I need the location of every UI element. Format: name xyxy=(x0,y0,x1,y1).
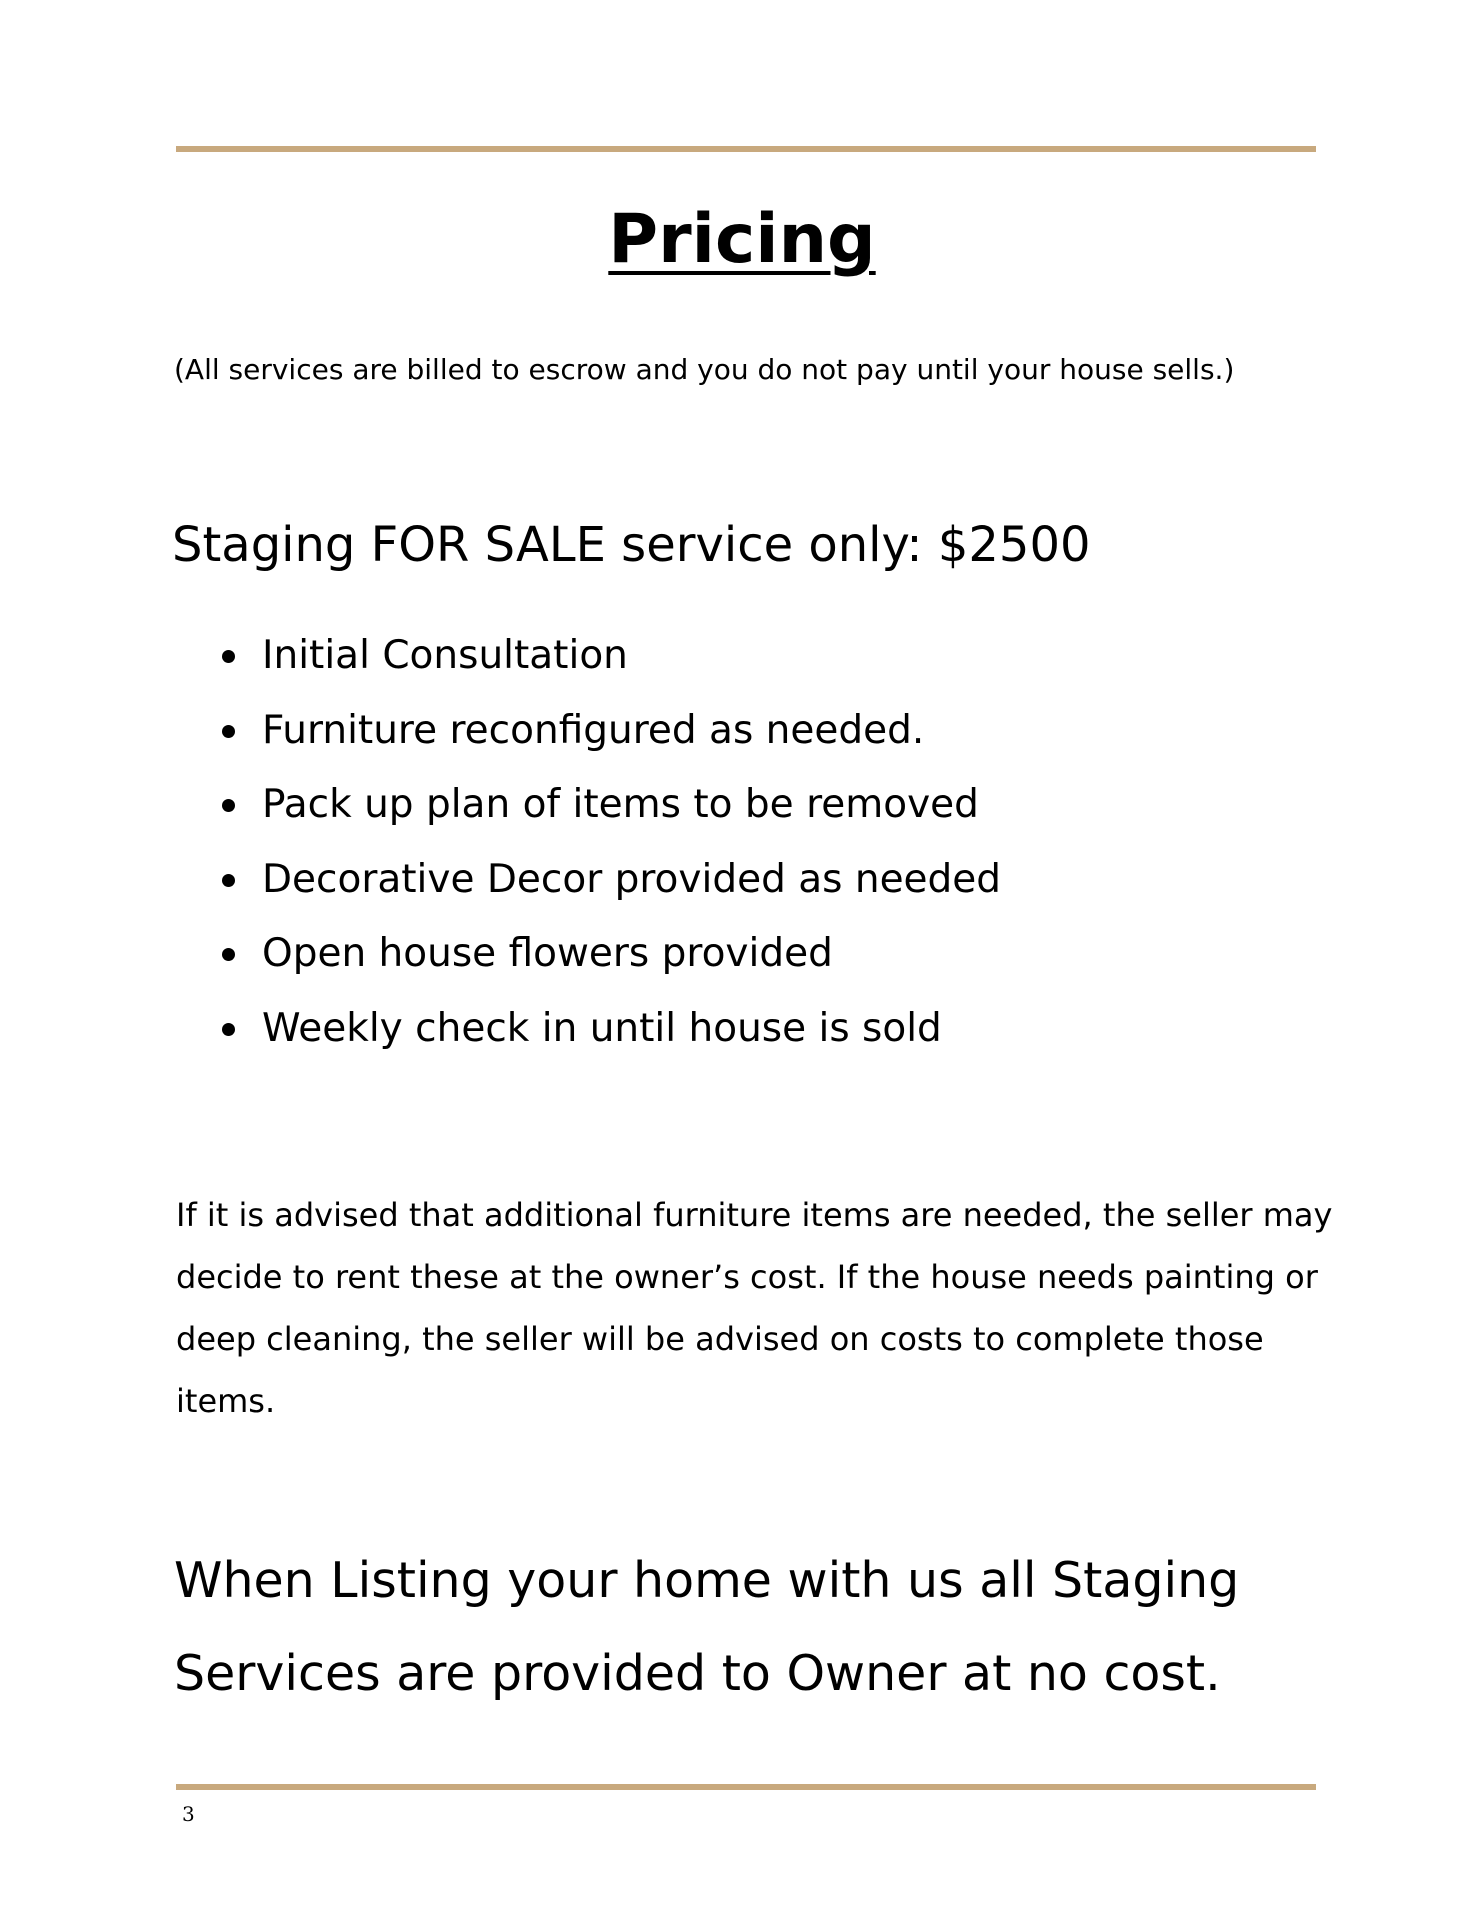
bottom-divider xyxy=(176,1784,1316,1790)
bullet-icon xyxy=(222,874,235,887)
bullet-icon xyxy=(222,1023,235,1036)
list-item xyxy=(212,701,1001,776)
list-item xyxy=(212,924,1001,999)
feature-text: Open house flowers provided xyxy=(262,931,833,976)
listing-offer-statement: When Listing your home with us all Staging Services are provided to Owner at no cost. xyxy=(174,1552,1240,1702)
page-number: 3 xyxy=(182,1802,195,1826)
page-title: Pricing xyxy=(608,200,876,279)
feature-text: Furniture reconfigured as needed. xyxy=(262,707,925,753)
list-item xyxy=(212,775,1001,850)
feature-text: Initial Consultation xyxy=(262,633,628,678)
top-divider xyxy=(176,146,1316,152)
list-item xyxy=(212,850,1001,925)
billing-note: (All services are billed to escrow and you do not pay until your house sells.) xyxy=(174,353,1235,386)
list-item xyxy=(212,999,1001,1074)
service-features-list xyxy=(212,626,1001,1073)
feature-text: Decorative Decor provided as needed xyxy=(262,856,1002,902)
list-item xyxy=(212,626,1001,701)
bullet-icon xyxy=(222,650,235,663)
bullet-icon xyxy=(222,948,235,961)
service-heading: Staging FOR SALE service only: $2500 xyxy=(172,517,1091,573)
bullet-icon xyxy=(222,799,235,812)
bullet-icon xyxy=(222,725,235,738)
feature-text: Weekly check in until house is sold xyxy=(262,1005,942,1051)
additional-costs-paragraph: If it is advised that additional furniture items are needed, the seller may decide to rent these at the owner’s cost. If the house needs painting or deep cleaning, the seller will be advised on costs to complete those items. xyxy=(176,1196,1333,1420)
feature-text: Pack up plan of items to be removed xyxy=(262,782,979,827)
